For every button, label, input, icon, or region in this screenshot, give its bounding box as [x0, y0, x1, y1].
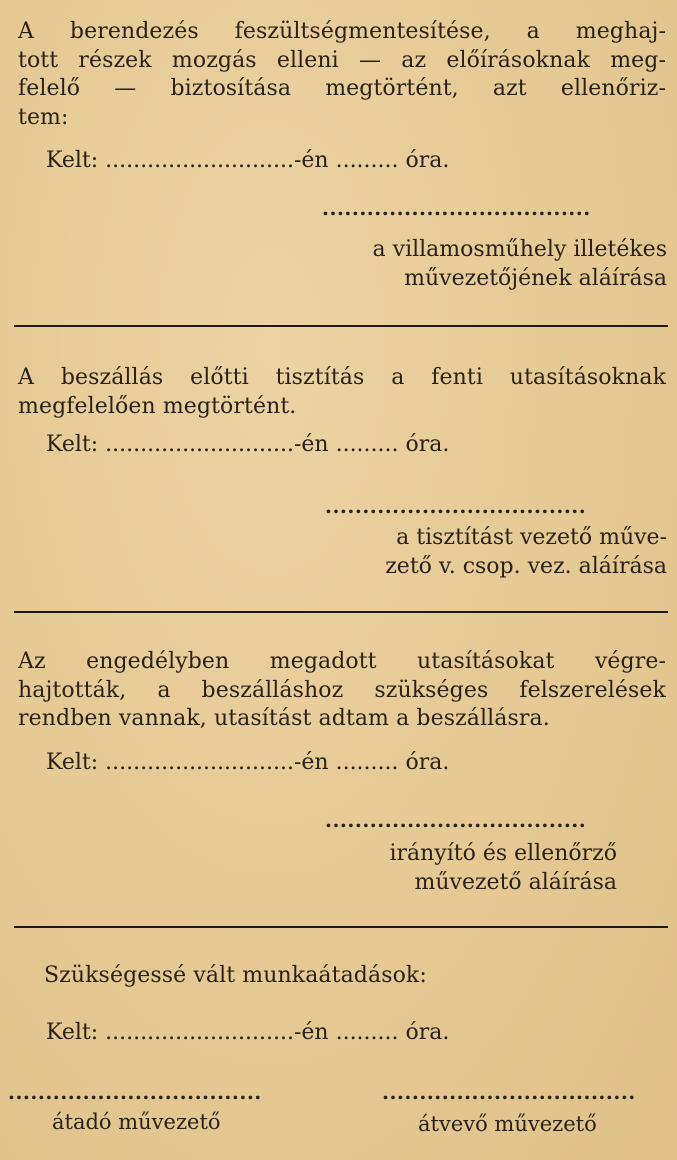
- section1-line-2: tott részek mozgás elleni — az előírásoknak meg-: [18, 47, 666, 73]
- section3-sig-line-2: művezető aláírása: [414, 869, 617, 895]
- section3-line-2: hajtották, a beszálláshoz szükséges felszerelések: [18, 677, 666, 703]
- section3-text: [18, 648, 666, 734]
- section1-sig-line-2: művezetőjének aláírása: [404, 265, 667, 291]
- section2-sig-line-1: a tisztítást vezető műve-: [396, 525, 667, 550]
- handover-caption: átadó művezető: [52, 1110, 221, 1134]
- section2-signature-caption: [385, 524, 667, 581]
- section3-line-1: Az engedélyben megadott utasításokat végre-: [18, 649, 666, 674]
- section2-signature-dots: ...................................: [325, 494, 587, 518]
- section1-line-1: A berendezés feszültségmentesítése, a meghaj-: [18, 19, 666, 44]
- section3-sig-line-1: irányító és ellenőrző: [389, 841, 617, 866]
- section3-signature-dots: ...................................: [325, 808, 587, 832]
- section3-line-3: rendben vannak, utasítást adtam a beszállásra.: [18, 706, 550, 731]
- section2-line-1: A beszállás előtti tisztítás a fenti utasításoknak: [18, 365, 666, 390]
- section1-line-3: felelő — biztosítása megtörtént, azt ellenőriz-: [18, 76, 666, 101]
- section3-kelt-line: Kelt: ...........................-én ......... óra.: [46, 750, 450, 775]
- takeover-caption: átvevő művezető: [418, 1112, 597, 1136]
- takeover-signature-dots: ..................................: [382, 1080, 636, 1104]
- section-divider: [14, 611, 668, 613]
- section4-kelt-line: Kelt: ...........................-én ......... óra.: [46, 1020, 450, 1045]
- section1-line-4: tem:: [18, 104, 69, 130]
- section-divider: [14, 926, 668, 928]
- section3-signature-caption: [389, 840, 617, 897]
- section2-kelt-line: Kelt: ...........................-én ......... óra.: [46, 432, 450, 457]
- section4-text: [44, 962, 677, 991]
- section-divider: [14, 325, 668, 327]
- section1-kelt-line: Kelt: ...........................-én ......... óra.: [46, 148, 450, 173]
- section2-line-2: megfelelően megtörtént.: [18, 393, 297, 419]
- section4-line-1: Szükségessé vált munkaátadások:: [44, 963, 427, 988]
- handover-signature-dots: ..................................: [8, 1080, 262, 1104]
- section1-text: [18, 18, 666, 132]
- section1-signature-dots: ....................................: [322, 196, 591, 220]
- section1-sig-line-1: a villamosműhely illetékes: [372, 237, 667, 262]
- section1-signature-caption: [373, 236, 667, 293]
- section2-text: [18, 364, 666, 421]
- section2-sig-line-2: zető v. csop. vez. aláírása: [385, 553, 667, 579]
